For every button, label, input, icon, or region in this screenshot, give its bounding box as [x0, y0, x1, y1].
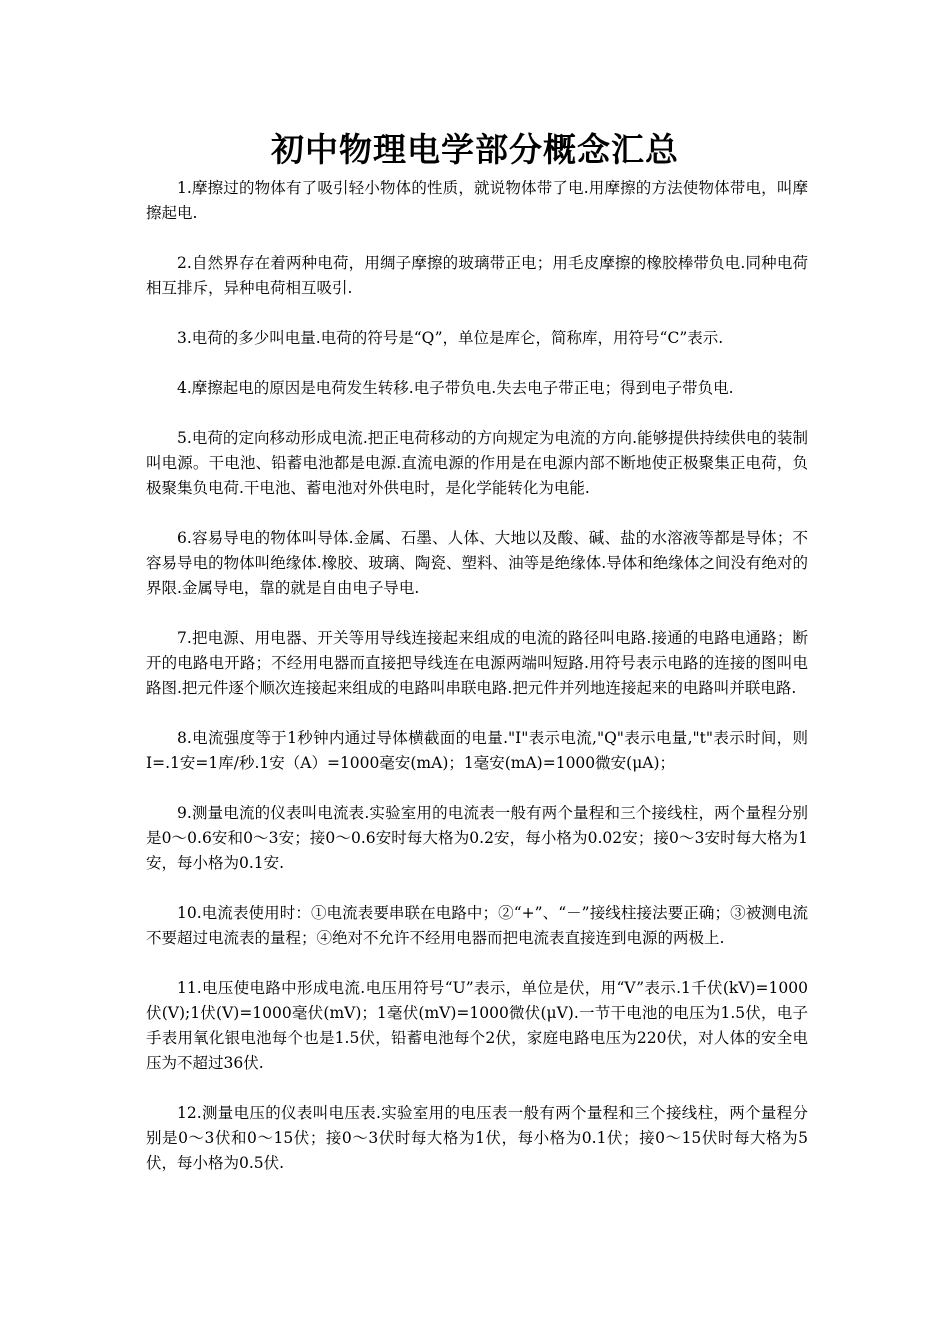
paragraph-8: 8.电流强度等于1秒钟内通过导体横截面的电量."I"表示电流,"Q"表示电量,"t"表示时间，则I=.1安=1库/秒.1安（A）=1000毫安(mA)；1毫安(mA)=1000微安(μA)； — [146, 729, 808, 772]
paragraph-5: 5.电荷的定向移动形成电流.把正电荷移动的方向规定为电流的方向.能够提供持续供电的装制叫电源。干电池、铅蓄电池都是电源.直流电源的作用是在电源内部不断地使正极聚集正电荷，负极聚集负电荷.干电池、蓄电池对外供电时，是化学能转化为电能. — [146, 429, 808, 497]
paragraph-6: 6.容易导电的物体叫导体.金属、石墨、人体、大地以及酸、碱、盐的水溶液等都是导体；不容易导电的物体叫绝缘体.橡胶、玻璃、陶瓷、塑料、油等是绝缘体.导体和绝缘体之间没有绝对的界限.金属导电，靠的就是自由电子导电. — [146, 529, 808, 597]
paragraph-1: 1.摩擦过的物体有了吸引轻小物体的性质，就说物体带了电.用摩擦的方法使物体带电，叫摩擦起电. — [146, 179, 808, 222]
paragraph-12: 12.测量电压的仪表叫电压表.实验室用的电压表一般有两个量程和三个接线柱，两个量程分别是0～3伏和0～15伏；接0～3伏时每大格为1伏，每小格为0.1伏；接0～15伏时每大格为5伏，每小格为0.5伏. — [146, 1104, 808, 1172]
paragraph-4: 4.摩擦起电的原因是电荷发生转移.电子带负电.失去电子带正电；得到电子带负电. — [177, 379, 734, 397]
paragraph-3: 3.电荷的多少叫电量.电荷的符号是“Q”，单位是库仑，简称库，用符号“C”表示. — [177, 329, 724, 347]
paragraph-9: 9.测量电流的仪表叫电流表.实验室用的电流表一般有两个量程和三个接线柱，两个量程分别是0～0.6安和0～3安；接0～0.6安时每大格为0.2安，每小格为0.02安；接0～3安时每大格为1安，每小格为0.1安. — [146, 804, 808, 872]
paragraph-2: 2.自然界存在着两种电荷，用绸子摩擦的玻璃带正电；用毛皮摩擦的橡胶棒带负电.同种电荷相互排斥，异种电荷相互吸引. — [146, 254, 808, 297]
paragraph-7: 7.把电源、用电器、开关等用导线连接起来组成的电流的路径叫电路.接通的电路电通路；断开的电路电开路；不经用电器而直接把导线连在电源两端叫短路.用符号表示电路的连接的图叫电路图.把元件逐个顺次连接起来组成的电路叫串联电路.把元件并列地连接起来的电路叫并联电路. — [146, 629, 808, 697]
paragraph-10: 10.电流表使用时：①电流表要串联在电路中；②“+”、“－”接线柱接法要正确；③被测电流不要超过电流表的量程；④绝对不允许不经用电器而把电流表直接连到电源的两极上. — [146, 904, 808, 947]
page-title: 初中物理电学部分概念汇总 — [271, 130, 679, 169]
document-body — [146, 176, 808, 1201]
paragraph-11: 11.电压使电路中形成电流.电压用符号“U”表示，单位是伏，用“V”表示.1千伏(kV)=1000伏(V);1伏(V)=1000毫伏(mV)；1毫伏(mV)=1000微伏(μV).一节干电池的电压为1.5伏，电子手表用氧化银电池每个也是1.5伏，铅蓄电池每个2伏，家庭电路电压为220伏，对人体的安全电压为不超过36伏. — [146, 979, 808, 1072]
